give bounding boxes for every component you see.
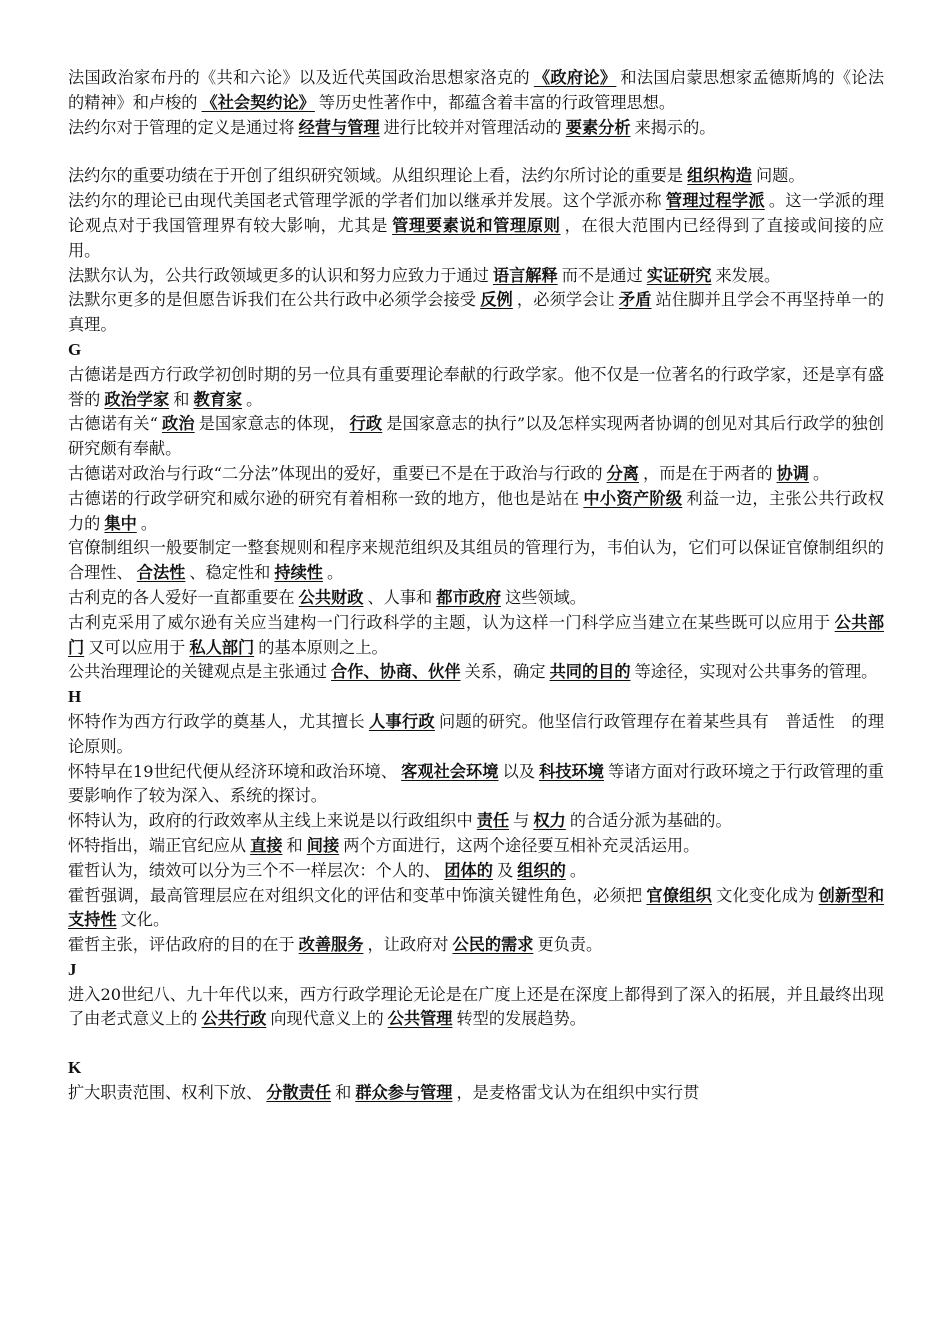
text-segment: 。这一学派的理论观点对于我国管理界有较大影响，尤其是 <box>68 191 885 235</box>
text-segment: 。 <box>813 463 830 483</box>
text-segment: 的合适分派为基础的。 <box>569 811 732 831</box>
paragraph <box>68 66 884 116</box>
answer-blank: 中小资产阶级 <box>583 488 683 508</box>
answer-blank: 经营与管理 <box>298 117 380 137</box>
text-segment: 文化。 <box>120 910 170 930</box>
paragraph <box>68 1081 884 1106</box>
text-segment: 进入20世纪八、九十年代以来，西方行政学理论无论是在广度上还是在深度上都得到了深入的拓展，并且最终出现了由老式意义上的 <box>68 984 884 1029</box>
answer-blank: 创新型和支持性 <box>68 885 885 930</box>
text-segment: 及 <box>496 860 514 880</box>
section-letter: K <box>68 1058 82 1078</box>
answer-blank: 合作、协商、伙伴 <box>331 662 461 682</box>
text-segment: 和 <box>173 389 190 409</box>
text-segment: 问题。 <box>755 166 805 186</box>
paragraph <box>68 363 884 413</box>
text-segment: 古德诺是西方行政学初创时期的另一位具有重要理论奉献的行政学家。他不仅是一位著名的行政学家，还是享有盛誉的 <box>68 364 884 409</box>
paragraph <box>68 264 884 289</box>
answer-blank: 反例 <box>480 290 513 310</box>
text-segment: 。 <box>246 389 263 409</box>
text-segment: 霍哲认为，绩效可以分为三个不一样层次：个人的、 <box>68 860 441 880</box>
paragraph <box>68 760 884 810</box>
answer-blank: 持续性 <box>274 563 323 583</box>
answer-blank: 改善服务 <box>298 935 364 955</box>
text-segment: 的基本原则之上。 <box>258 637 388 657</box>
answer-blank: 私人部门 <box>189 637 255 657</box>
text-segment: 。 <box>140 513 158 533</box>
paragraph <box>68 116 884 141</box>
text-segment: 法约尔的重要功绩在于开创了组织研究领域。从组织理论上看，法约尔所讨论的重要是 <box>68 166 684 186</box>
answer-blank: 组织的 <box>517 860 566 880</box>
paragraph <box>68 710 884 760</box>
answer-blank: 公共财政 <box>298 587 364 607</box>
text-segment: 霍哲主张，评估政府的目的在于 <box>68 935 295 955</box>
text-segment: 霍哲强调，最高管理层应在对组织文化的评估和变革中饰演关键性角色，必须把 <box>68 885 643 905</box>
text-segment: 古德诺的行政学研究和威尔逊的研究有着相称一致的地方，他也是站在 <box>68 488 580 508</box>
answer-blank: 《社会契约论》 <box>201 92 315 112</box>
paragraph <box>68 859 884 884</box>
text-segment: 怀特作为西方行政学的奠基人，尤其擅长 <box>68 711 365 731</box>
text-segment: 法约尔对于管理的定义是通过将 <box>68 117 295 137</box>
text-segment: ，让政府对 <box>367 935 449 955</box>
text-segment: 文化变化成为 <box>716 885 815 905</box>
text-segment: 扩大职责范围、权利下放、 <box>68 1083 263 1103</box>
text-segment: 怀特指出，端正官纪应从 <box>68 835 247 855</box>
paragraph <box>68 884 884 934</box>
text-segment: ，而是在于两者的 <box>643 463 773 483</box>
answer-blank: 官僚组织 <box>646 885 713 905</box>
answer-blank: 组织构造 <box>687 166 752 186</box>
answer-blank: 责任 <box>476 811 510 831</box>
text-segment: 和法国启蒙思想家孟德斯鸠的《论法的精神》和卢梭的 <box>68 68 885 112</box>
paragraph <box>68 487 884 537</box>
section-letter: J <box>68 959 77 979</box>
text-segment: 古利克采用了威尔逊有关应当建构一门行政科学的主题，认为这样一门科学应当建立在某些既可以应用于 <box>68 612 831 632</box>
text-segment: 利益一边，主张公共行政权力的 <box>68 488 885 533</box>
answer-blank: 政治 <box>161 414 195 434</box>
text-segment: 官僚制组织一般要制定一整套规则和程序来规范组织及其组员的管理行为，韦伯认为，它们可以保证官僚制组织的合理性、 <box>68 538 884 583</box>
answer-blank: 间接 <box>306 835 340 855</box>
text-segment: 怀特早在19世纪代便从经济环境和政治环境、 <box>68 761 398 781</box>
paragraph <box>68 412 884 462</box>
answer-blank: 公共部门 <box>68 612 885 657</box>
text-segment: 古德诺有关“ <box>68 414 158 434</box>
answer-blank: 行政 <box>349 414 383 434</box>
answer-blank: 矛盾 <box>618 290 652 310</box>
text-segment: 两个方面进行，这两个途径要互相补充灵活运用。 <box>343 835 700 855</box>
text-segment: ，是麦格雷戈认为在组织中实行贯 <box>456 1083 700 1103</box>
text-segment: 古利克的各人爱好一直都重要在 <box>68 587 295 607</box>
text-segment: 更负责。 <box>537 935 603 955</box>
blank-line <box>68 1032 884 1056</box>
text-segment: 怀特认为，政府的行政效率从主线上来说是以行政组织中 <box>68 811 473 831</box>
text-segment: 法默尔认为，公共行政领域更多的认识和努力应致力于通过 <box>68 265 489 285</box>
answer-blank: 人事行政 <box>368 711 435 731</box>
text-segment: 是国家意志的执行”以及怎样实现两者协调的创见对其后行政学的独创研究颇有奉献。 <box>68 414 885 459</box>
text-segment: 法默尔更多的是但愿告诉我们在公共行政中必须学会接受 <box>68 290 477 310</box>
text-segment: 向现代意义上的 <box>270 1009 384 1029</box>
text-segment: 、人事和 <box>367 587 433 607</box>
text-segment: 是国家意志的体现， <box>198 414 346 434</box>
text-segment: 公共治理理论的关键观点是主张通过 <box>68 662 327 682</box>
text-segment: 而不是通过 <box>561 265 643 285</box>
answer-blank: 管理要素说和管理原则 <box>392 215 561 235</box>
section-letter: G <box>68 339 82 359</box>
section-letter: H <box>68 687 82 707</box>
answer-blank: 都市政府 <box>436 587 502 607</box>
text-segment: 等历史性著作中，都蕴含着丰富的行政管理思想。 <box>318 92 676 112</box>
text-segment: 转型的发展趋势。 <box>456 1009 586 1029</box>
paragraph <box>68 809 884 834</box>
paragraph <box>68 586 884 611</box>
answer-blank: 集中 <box>104 513 137 533</box>
text-segment: 来发展。 <box>715 265 781 285</box>
paragraph <box>68 983 884 1033</box>
answer-blank: 教育家 <box>193 389 243 409</box>
text-segment: 这些领域。 <box>505 587 586 607</box>
paragraph <box>68 660 884 685</box>
text-segment: 站住脚并且学会不再坚持单一的真理。 <box>68 290 885 335</box>
text-segment: ，在很大范围内已经得到了直接或间接的应用。 <box>68 215 885 260</box>
paragraph <box>68 164 884 189</box>
text-segment: 又可以应用于 <box>88 637 186 657</box>
text-segment: 进行比较并对管理活动的 <box>383 117 562 137</box>
blank-line <box>68 140 884 164</box>
text-segment: 和 <box>335 1083 352 1103</box>
answer-blank: 公共管理 <box>387 1009 453 1029</box>
text-segment: 以及 <box>502 761 536 781</box>
paragraph <box>68 933 884 958</box>
paragraph <box>68 462 884 487</box>
text-segment: 来揭示的。 <box>634 117 716 137</box>
text-segment: ，必须学会让 <box>516 290 615 310</box>
answer-blank: 协调 <box>776 463 809 483</box>
answer-blank: 共同的目的 <box>549 662 631 682</box>
text-segment: 法国政治家布丹的《共和六论》以及近代英国政治思想家洛克的 <box>68 68 530 87</box>
answer-blank: 群众参与管理 <box>355 1083 453 1103</box>
text-segment: 和 <box>286 835 303 855</box>
paragraph <box>68 834 884 859</box>
paragraph <box>68 189 884 263</box>
answer-blank: 实证研究 <box>646 265 712 285</box>
text-segment: 。 <box>327 563 344 583</box>
answer-blank: 要素分析 <box>565 117 631 137</box>
text-segment: 法约尔的理论已由现代美国老式管理学派的学者们加以继承并发展。这个学派亦称 <box>68 191 662 211</box>
answer-blank: 科技环境 <box>539 761 605 781</box>
text-segment: 问题的研究。他坚信行政管理存在着某些具有 普适性 的理论原则。 <box>68 711 885 756</box>
text-segment: 。 <box>569 860 586 880</box>
paragraph <box>68 611 884 661</box>
text-segment: 古德诺对政治与行政“二分法”体现出的爱好，重要已不是在于政治与行政的 <box>68 463 603 483</box>
answer-blank: 分散责任 <box>266 1083 332 1103</box>
answer-blank: 分离 <box>606 463 639 483</box>
text-segment: 等途径，实现对公共事务的管理。 <box>634 662 878 682</box>
answer-blank: 团体的 <box>444 860 493 880</box>
answer-blank: 客观社会环境 <box>401 761 499 781</box>
answer-blank: 权力 <box>533 811 566 831</box>
answer-blank: 《政府论》 <box>533 68 617 87</box>
answer-blank: 合法性 <box>136 563 186 583</box>
text-segment: 、稳定性和 <box>189 563 271 583</box>
text-segment: 关系，确定 <box>464 662 546 682</box>
paragraph <box>68 288 884 338</box>
answer-blank: 管理过程学派 <box>665 191 765 211</box>
answer-blank: 公民的需求 <box>452 935 534 955</box>
paragraph <box>68 536 884 586</box>
text-segment: 等诸方面对行政环境之于行政管理的重要影响作了较为深入、系统的探讨。 <box>68 761 884 806</box>
answer-blank: 直接 <box>250 835 283 855</box>
answer-blank: 公共行政 <box>201 1009 267 1029</box>
text-segment: 与 <box>513 811 530 831</box>
answer-blank: 政治学家 <box>104 389 170 409</box>
answer-blank: 语言解释 <box>492 265 558 285</box>
